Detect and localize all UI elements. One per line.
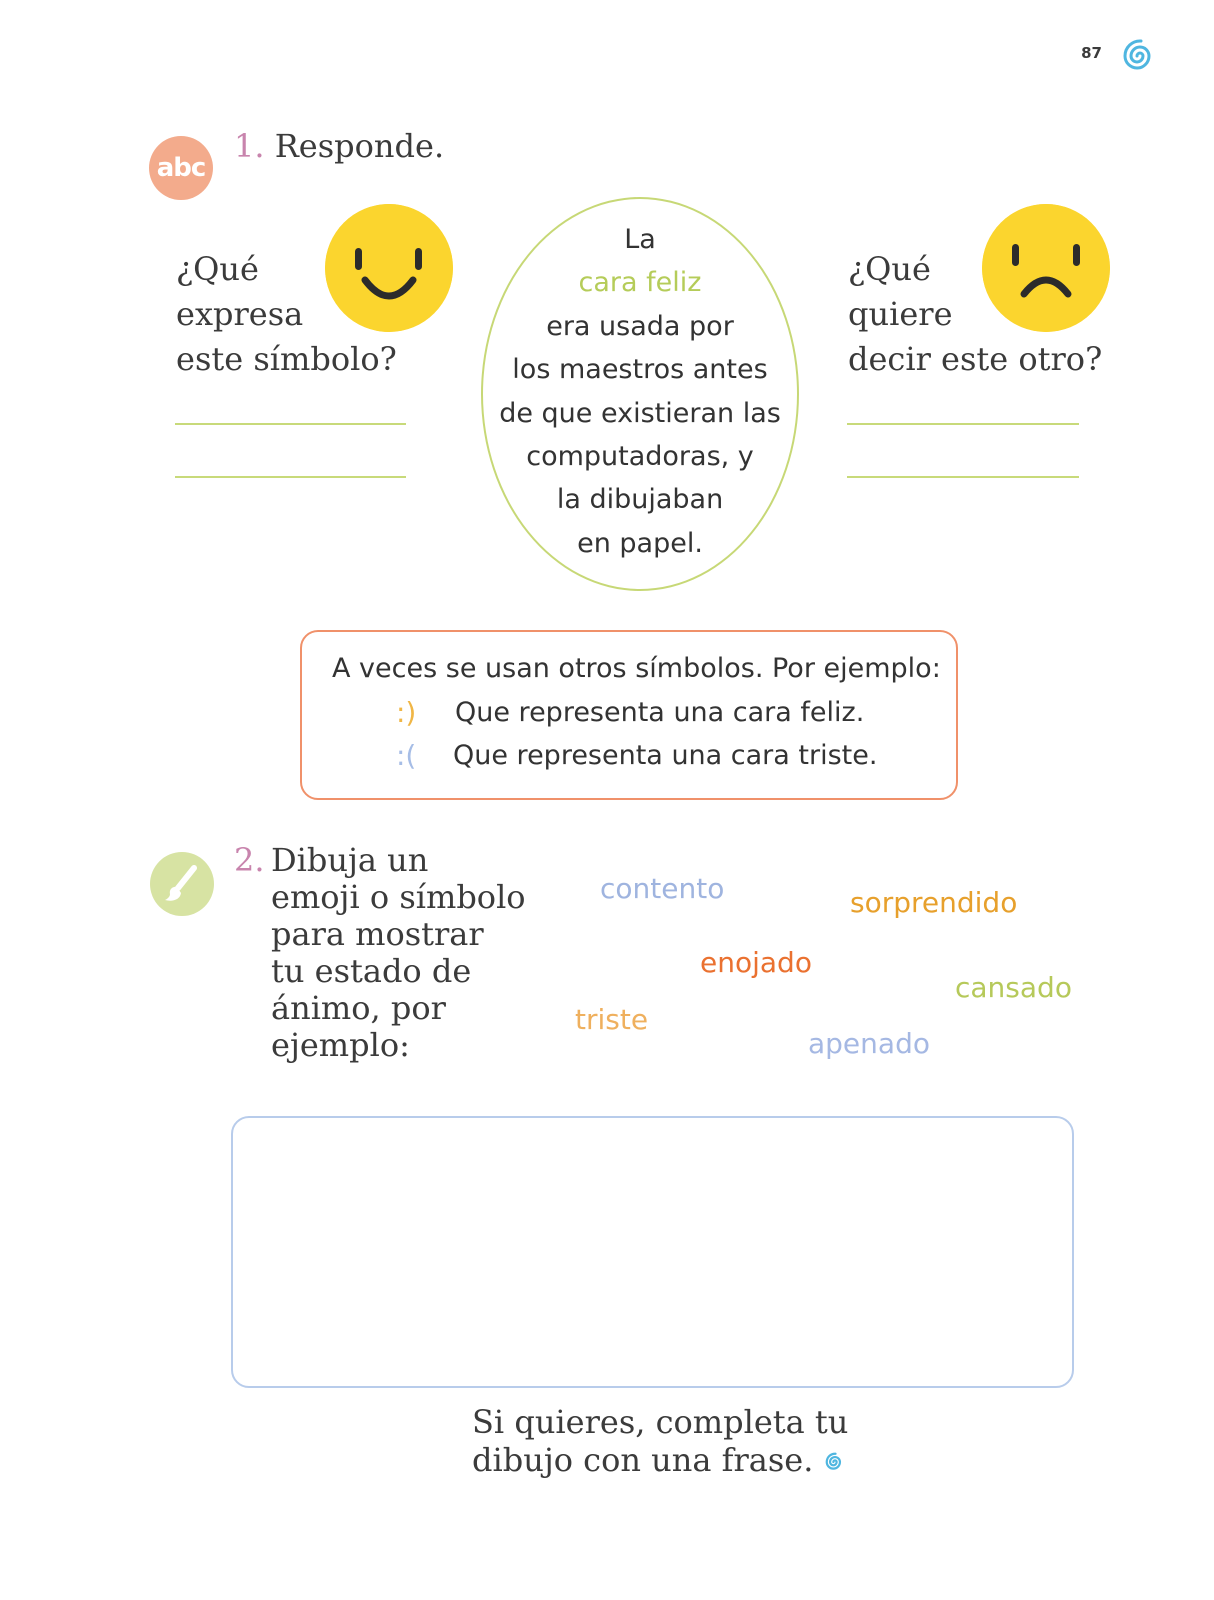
happy-face-icon bbox=[325, 204, 453, 332]
footer-line: Si quieres, completa tu bbox=[472, 1403, 849, 1441]
happy-emoticon: :) bbox=[396, 696, 417, 729]
oval-line: de que existieran las bbox=[499, 397, 781, 429]
left-question-line: este símbolo? bbox=[176, 340, 397, 378]
activity-2-line: ejemplo: bbox=[271, 1026, 410, 1064]
answer-line[interactable] bbox=[175, 476, 406, 478]
sad-face-icon bbox=[982, 204, 1110, 332]
activity-2-line: para mostrar bbox=[271, 915, 484, 953]
activity-2-line: emoji o símbolo bbox=[271, 878, 526, 916]
oval-line: los maestros antes bbox=[512, 354, 768, 386]
activity-2-line: ánimo, por bbox=[271, 989, 446, 1027]
right-question-line: quiere bbox=[848, 295, 953, 333]
activity-1-heading bbox=[234, 128, 444, 165]
mood-word-sorprendido: sorprendido bbox=[850, 886, 1018, 919]
page-number: 87 bbox=[1081, 44, 1102, 62]
happy-description: Que representa una cara feliz. bbox=[455, 697, 865, 728]
left-question-line: ¿Qué bbox=[176, 250, 259, 288]
oval-line-highlight: cara feliz bbox=[578, 267, 702, 299]
sad-description: Que representa una cara triste. bbox=[453, 740, 878, 771]
answer-line[interactable] bbox=[175, 423, 406, 425]
sad-emoticon: :( bbox=[396, 739, 417, 772]
activity-1-title: Responde. bbox=[274, 127, 445, 165]
activity-2-line: Dibuja un bbox=[271, 841, 429, 879]
oval-line: era usada por bbox=[546, 310, 734, 342]
answer-line[interactable] bbox=[847, 423, 1079, 425]
paintbrush-icon bbox=[150, 852, 214, 916]
mood-word-contento: contento bbox=[600, 872, 725, 905]
drawing-area[interactable] bbox=[231, 1116, 1074, 1388]
abc-icon: abc bbox=[149, 136, 213, 200]
mood-word-triste: triste bbox=[575, 1003, 649, 1036]
oval-text bbox=[481, 218, 799, 565]
activity-1-number: 1. bbox=[234, 127, 265, 165]
right-question-line: ¿Qué bbox=[848, 250, 931, 288]
mood-word-enojado: enojado bbox=[700, 946, 812, 979]
oval-line: computadoras, y bbox=[526, 441, 754, 473]
footer-instruction bbox=[472, 1403, 848, 1479]
right-question-line: decir este otro? bbox=[848, 340, 1103, 378]
left-question-line: expresa bbox=[176, 295, 304, 333]
spiral-end-icon bbox=[824, 1451, 846, 1473]
activity-2-number: 2. bbox=[234, 841, 265, 879]
note-intro: A veces se usan otros símbolos. Por ejemplo: bbox=[332, 653, 941, 684]
answer-line[interactable] bbox=[847, 476, 1079, 478]
footer-line: dibujo con una frase. bbox=[472, 1441, 814, 1479]
oval-line: en papel. bbox=[577, 527, 703, 559]
spiral-logo-icon bbox=[1120, 36, 1160, 76]
activity-2-line: tu estado de bbox=[271, 952, 472, 990]
mood-word-cansado: cansado bbox=[955, 971, 1072, 1004]
oval-line: La bbox=[624, 224, 656, 255]
oval-line: la dibujaban bbox=[556, 484, 724, 516]
mood-word-apenado: apenado bbox=[808, 1027, 930, 1060]
